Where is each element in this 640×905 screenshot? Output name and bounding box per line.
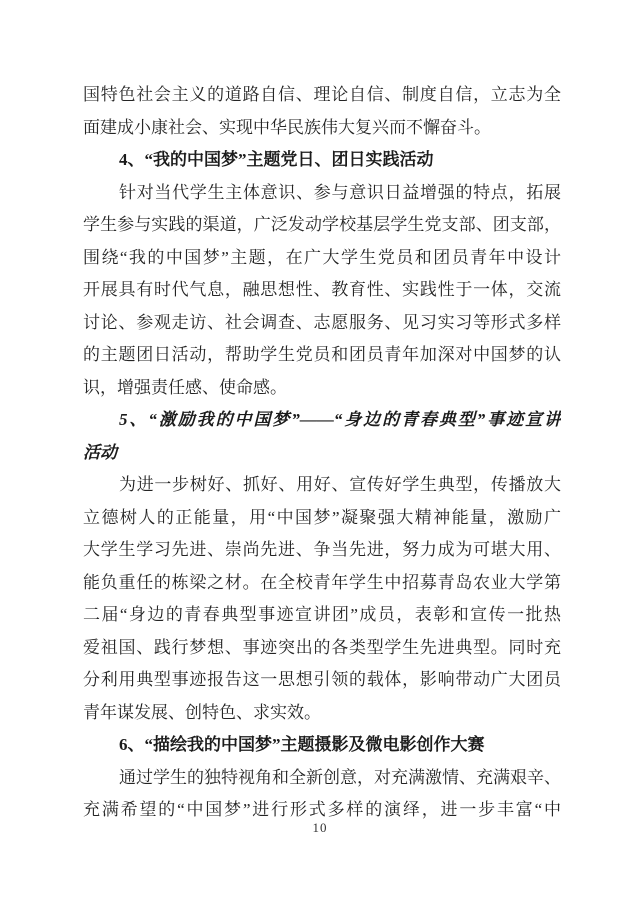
body-text-line: 学生参与实践的渠道，广泛发动学校基层学生党支部、团支部，: [83, 215, 561, 234]
body-text-line: 国特色社会主义的道路自信、理论自信、制度自信，立志为全: [83, 85, 561, 104]
body-text-line: 针对当代学生主体意识、参与意识日益增强的特点，拓展: [119, 182, 561, 202]
body-text-line: 围绕“我的中国梦”主题，在广大学生党员和团员青年中设计: [83, 247, 561, 267]
body-text-line: 讨论、参观走访、社会调查、志愿服务、见习实习等形式多样: [83, 312, 561, 332]
heading-line: 4、“我的中国梦”主题党日、团日实践活动: [119, 150, 434, 169]
body-text-line: 为进一步树好、抓好、用好、宣传好学生典型，传播放大: [119, 475, 561, 494]
body-text-line: 开展具有时代气息，融思想性、教育性、实践性于一体，交流: [83, 280, 561, 299]
body-text-line: 爱祖国、践行梦想、事迹突出的各类型学生先进典型。同时充: [83, 637, 561, 657]
body-text-line: 识，增强责任感、使命感。: [83, 377, 287, 397]
body-text-line: 的主题团日活动，帮助学生党员和团员青年加深对中国梦的认: [83, 345, 561, 364]
body-text-line: 充满希望的“中国梦”进行形式多样的演绎，进一步丰富“中: [83, 800, 561, 819]
body-text-line: 通过学生的独特视角和全新创意，对充满激情、充满艰辛、: [119, 767, 561, 787]
body-text-line: 立德树人的正能量，用“中国梦”凝聚强大精神能量，激励广: [83, 507, 561, 527]
body-text-line: 大学生学习先进、崇尚先进、争当先进，努力成为可堪大用、: [83, 540, 561, 559]
text-block: [83, 79, 561, 827]
page-number: 10: [312, 820, 328, 835]
heading-line: 6、“描绘我的中国梦”主题摄影及微电影创作大赛: [119, 735, 485, 754]
body-text-line: 分利用典型事迹报告这一思想引领的载体，影响带动广大团员: [83, 670, 561, 689]
body-text-line: 青年谋发展、创特色、求实效。: [83, 702, 321, 722]
body-text-line: 面建成小康社会、实现中华民族伟大复兴而不懈奋斗。: [83, 117, 491, 137]
heading-line: 活动: [83, 442, 117, 462]
body-text-line: 能负重任的栋梁之材。在全校青年学生中招募青岛农业大学第: [83, 572, 561, 592]
body-text-line: 二届“身边的青春典型事迹宣讲团”成员，表彰和宣传一批热: [83, 605, 561, 624]
heading-line: 5、“激励我的中国梦”——“身边的青春典型”事迹宣讲: [119, 410, 561, 429]
